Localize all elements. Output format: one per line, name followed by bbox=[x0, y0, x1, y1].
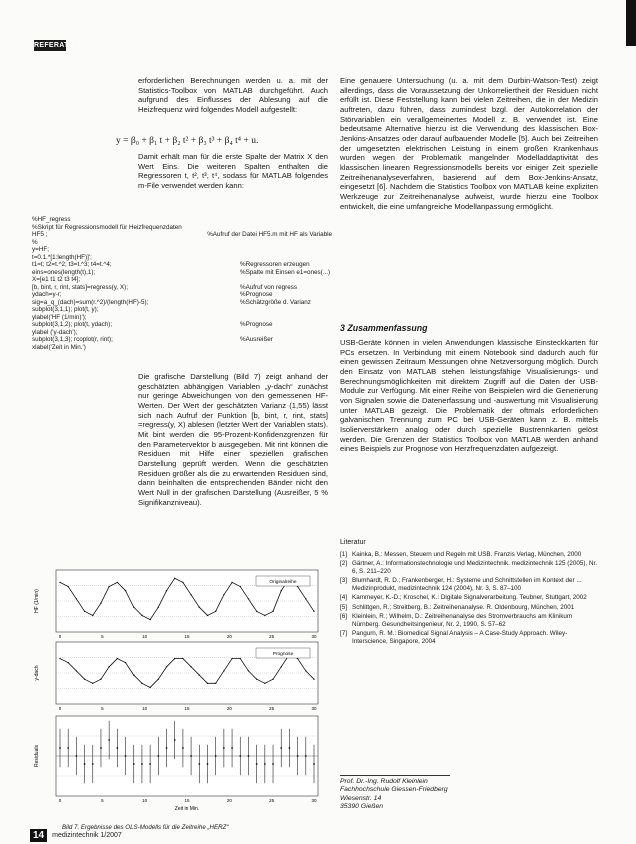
code-line bbox=[32, 261, 332, 269]
residual-point bbox=[313, 763, 315, 765]
x-tick-label: 30 bbox=[311, 798, 317, 803]
data-point bbox=[190, 666, 191, 667]
page-number: 14 bbox=[30, 829, 47, 842]
code-line bbox=[32, 254, 332, 262]
residual-point bbox=[116, 747, 118, 749]
code-line bbox=[32, 224, 332, 232]
data-point bbox=[223, 594, 224, 595]
x-tick-label: 30 bbox=[311, 706, 317, 711]
reference-number: [4] bbox=[340, 594, 348, 602]
code-text: sig=a_q_(dach)=sum(r.^2)/(length(HF)-5); bbox=[32, 298, 149, 306]
author-line: Fachhochschule Giessen-Friedberg bbox=[340, 786, 448, 794]
residual-point bbox=[190, 755, 192, 757]
code-line bbox=[32, 284, 332, 292]
code-comment: %Prognose bbox=[240, 321, 273, 328]
data-point bbox=[100, 679, 101, 680]
residual-point bbox=[239, 755, 241, 757]
data-point bbox=[67, 586, 68, 587]
data-point bbox=[166, 666, 167, 667]
data-point bbox=[67, 662, 68, 663]
data-point bbox=[281, 666, 282, 667]
residual-point bbox=[272, 763, 274, 765]
code-text: [b, bint, r, rint, stats]=regress(y, X); bbox=[32, 283, 128, 291]
reference-item bbox=[340, 604, 598, 612]
reference-number: [2] bbox=[340, 560, 348, 568]
reference-text: Kainka, B.: Messen, Steuern und Regeln mit USB. Franzis Verlag, München, 2000 bbox=[352, 551, 582, 558]
data-point bbox=[182, 582, 183, 583]
residual-point bbox=[149, 763, 151, 765]
data-point bbox=[305, 670, 306, 671]
data-point bbox=[264, 683, 265, 684]
code-text: t1=t; t2=t.^2; t3=t.^3; t4=t.^4; bbox=[32, 261, 112, 268]
data-point bbox=[231, 582, 232, 583]
code-comment: %Aufruf der Datei HF5.m mit HF als Variable bbox=[207, 231, 332, 238]
data-point bbox=[158, 607, 159, 608]
figure-caption: Bild 7. Ergebnisse des OLS-Modells für die Zeitreihe „HERZ“ bbox=[62, 824, 229, 831]
code-text: eins=ones(length(t),1); bbox=[32, 268, 96, 276]
references-title: Literatur bbox=[340, 539, 366, 546]
matlab-code-listing bbox=[32, 216, 332, 351]
residual-point bbox=[289, 747, 291, 749]
residual-point bbox=[256, 763, 258, 765]
x-tick-label: 0 bbox=[58, 706, 62, 711]
residual-point bbox=[108, 739, 110, 741]
data-point bbox=[133, 607, 134, 608]
reference-number: [5] bbox=[340, 603, 348, 611]
code-line bbox=[32, 299, 332, 307]
data-point bbox=[240, 658, 241, 659]
journal-name: medizintechnik 1/2007 bbox=[52, 832, 122, 839]
code-line bbox=[32, 336, 332, 344]
residual-point bbox=[248, 755, 250, 757]
data-point bbox=[117, 658, 118, 659]
data-point bbox=[125, 662, 126, 663]
code-comment: %Prognose bbox=[240, 291, 273, 298]
code-line bbox=[32, 269, 332, 277]
data-point bbox=[240, 586, 241, 587]
code-text: subplot(3,1,2); plot(t, ydach); bbox=[32, 321, 113, 328]
data-point bbox=[248, 598, 249, 599]
x-tick-label: 25 bbox=[269, 798, 275, 803]
reference-text: Blumhardt, R. D.; Frankenberger, H.: Systeme und Schnittstellen im Kontext der ... Medizinprodukt, medizintechnik 124 (2004), Nr. 3, S. 87–100 bbox=[352, 577, 582, 593]
residual-point bbox=[198, 763, 200, 765]
axis-label: HF (1/min) bbox=[34, 589, 40, 613]
x-tick-label: 10 bbox=[142, 634, 148, 639]
data-point bbox=[108, 586, 109, 587]
reference-text: Kleinlein, R.; Wilhelm, D.: Zeitreihenanalyse des Stromverbrauchs am Klinikum Nürnberg. Gesundheitsingenieur, Nr. 2, 1990, S. 57–62 bbox=[352, 613, 573, 628]
code-comment: %Schätzgröße d. Varianz bbox=[240, 298, 311, 306]
code-line bbox=[32, 231, 332, 239]
code-line bbox=[32, 344, 332, 352]
data-point bbox=[76, 598, 77, 599]
x-tick-label: 15 bbox=[184, 634, 190, 639]
residual-point bbox=[92, 763, 94, 765]
residual-point bbox=[133, 763, 135, 765]
x-tick-label: 25 bbox=[269, 634, 275, 639]
x-tick-label: 15 bbox=[184, 706, 190, 711]
axis-label: y-dach bbox=[34, 665, 40, 681]
residual-point bbox=[84, 763, 86, 765]
x-tick-label: 10 bbox=[142, 798, 148, 803]
legend-label: Prognose bbox=[272, 652, 294, 657]
code-line bbox=[32, 291, 332, 299]
residual-point bbox=[75, 755, 77, 757]
section-heading: 3 Zusammenfassung bbox=[340, 323, 428, 333]
data-point bbox=[215, 611, 216, 612]
data-point bbox=[256, 679, 257, 680]
data-point bbox=[84, 679, 85, 680]
reference-number: [3] bbox=[340, 577, 348, 585]
right-intro-paragraph: Eine genauere Untersuchung (u. a. mit dem Durbin-Watson-Test) zeigt allerdings, dass die Voraussetzung der Unkorreliertheit der Residuen nicht erfüllt ist. Diese Feststellung kann bei vielen Zeitreihen, die in der Medizin auftreten, dazu führen, dass zumindest bzgl. der Autokorrelation der Störvariablen ein verallgemeinertes Modell z. B. verwendet ist. Eine bedeutsame Alternative hierzu ist die Verwendung des klassischen Box-Jenkins-Ansatzes oder darauf aufbauender Modelle [5]. Auch bei Zeitreihen der umgesetzten elektrischen Leistung in einem großen Krankenhaus wurden wegen der Problematik mangelnder Modelladdaptivität des klassischen linearen Regressionsmodells bereits vor einiger Zeit spezielle Zeitreihenanalyseverfahren, basierend auf dem Box-Jenkins-Ansatz, eingesetzt [6]. Nachdem die Statistics Toolbox von MATLAB keine expliziten Werkzeuge zur Zeitreihenanalyse aufweist, wurde hierzu eine Toolbox entwickelt, die eine umfangreiche Modellanpassung ermöglicht. bbox=[340, 76, 598, 211]
reference-item bbox=[340, 594, 598, 602]
code-comment: %Ausreißer bbox=[240, 336, 273, 343]
data-point bbox=[92, 683, 93, 684]
section-label: REFERATE bbox=[34, 42, 74, 49]
reference-number: [1] bbox=[340, 551, 348, 558]
code-comment: %Regressoren erzeugen bbox=[240, 261, 310, 268]
regression-formula: y = β₀ + β₁ t + β₂ t² + β₃ t³ + β₄ t⁴ + u. bbox=[116, 136, 259, 146]
data-point bbox=[59, 582, 60, 583]
residual-point bbox=[215, 755, 217, 757]
reference-item bbox=[340, 560, 598, 576]
data-point bbox=[166, 590, 167, 591]
data-point bbox=[305, 598, 306, 599]
intro-paragraph: erforderlichen Berechnungen werden u. a. mit der Statistics-Toolbox von MATLAB durchgeführt. Auch aufgrund des Einflusses der Ablesung auf die Heizfrequenz wird folgendes Modell aufgestellt: bbox=[138, 76, 328, 114]
code-text: % bbox=[32, 238, 38, 246]
data-point bbox=[281, 590, 282, 591]
reference-text: Kammeyer, K.-D.; Kroschel, K.: Digitale Signalverarbeitung. Teubner, Stuttgart, 2002 bbox=[352, 594, 587, 602]
references-list bbox=[340, 551, 598, 647]
residual-point bbox=[100, 747, 102, 749]
data-point bbox=[149, 687, 150, 688]
discussion-paragraph: Die grafische Darstellung (Bild 7) zeigt anhand der geschätzten abhängigen Variablen „y-dach“ zunächst nur geringe Abweichungen von den gemessenen HF-Werten. Der Wert der geschätzten Varianz (1,55) lässt sich nach Aufruf der Funktion [b, bint, r, rint, stats] =regress(y, X) ablesen (letzter Wert der Variablen stats). Mit bint werden die 95-Prozent-Konfidenzgrenzen für den Parametervektor b ausgegeben. Mit rint können die Residuen mit Hilfe einer speziellen grafischen Darstellung geprüft werden. Wenn die geschätzten Residuen größer als die zu erwartenden Residuen sind, dann beinhalten die entsprechenden Bänder nicht den Wert Null in der grafischen Darstellung (Ausreißer, 5 % Signifikanzniveau). bbox=[138, 372, 328, 507]
reference-item bbox=[340, 551, 598, 559]
code-text: y=HF; bbox=[32, 246, 49, 253]
data-point bbox=[174, 658, 175, 659]
code-text: t=0.1.*[1:length(HF)]'; bbox=[32, 253, 92, 261]
reference-number: [6] bbox=[340, 613, 348, 621]
legend-label: Originalreihe bbox=[269, 580, 297, 585]
summary-paragraph: USB-Geräte können in vielen Anwendungen klassische Einsteckkarten für PCs ersetzen. In Verbindung mit einem Notebook sind dadurch auch für einen gewissen Zeitraum Messungen ohne Netzversorgung möglich. Durch den Einsatz von MATLAB stehen leistungsfähige Visualisierungs- und Berechnungsmöglichkeiten mit direktem Zugriff auf die Daten der USB-Module zur Verfügung. Mit einer Reihe von Beispielen wird die Generierung von Signalen sowie die Datenerfassung und -auswertung mit Visualisierung unter MATLAB gezeigt. Die Problematik der oftmals erforderlichen galvanischen Trennung zum PC bei USB-Geräten kann z. B. mittels Isolierverstärkern analog oder durch spezielle Bustrennkarten gelöst werden. Die Grenzen der Statistics Toolbox von MATLAB werden anhand eines Beispiels zur Prognose von Herzfrequenzdaten aufgezeigt. bbox=[340, 338, 598, 454]
residual-point bbox=[157, 755, 159, 757]
data-point bbox=[207, 615, 208, 616]
residual-point bbox=[207, 763, 209, 765]
reference-text: Schlittgen, R.; Streitberg, B.: Zeitreihenanalyse. R. Oldenbourg, München, 2001 bbox=[352, 603, 575, 611]
x-axis-label: Zeit in Min. bbox=[174, 806, 200, 812]
author-address bbox=[340, 775, 450, 811]
formula-explanation: Damit erhält man für die erste Spalte der Matrix X den Wert Eins. Die weiteren Spalten enthalten die Regressoren t, t², t³, t⁴, sodass für MATLAB folgendes m-File verwendet werden kann: bbox=[138, 152, 328, 190]
data-point bbox=[256, 611, 257, 612]
x-tick-label: 0 bbox=[58, 634, 62, 639]
author-line: Prof. Dr.-Ing. Rudolf Kleinlein bbox=[340, 778, 428, 785]
residual-point bbox=[231, 747, 233, 749]
data-point bbox=[59, 658, 60, 659]
code-comment: %Spalte mit Einsen e1=ones(...) bbox=[240, 268, 331, 276]
residual-point bbox=[174, 739, 176, 741]
x-tick-label: 20 bbox=[226, 706, 232, 711]
reference-item bbox=[340, 613, 598, 629]
x-tick-label: 30 bbox=[311, 634, 317, 639]
code-text: xlabel('Zeit in Min.') bbox=[32, 343, 86, 351]
code-line bbox=[32, 246, 332, 254]
data-point bbox=[272, 679, 273, 680]
code-text: subplot(3,1,3); rcoplot(r, rint); bbox=[32, 336, 113, 343]
reference-number: [7] bbox=[340, 630, 348, 638]
data-point bbox=[182, 658, 183, 659]
data-point bbox=[231, 658, 232, 659]
residual-point bbox=[264, 763, 266, 765]
x-tick-label: 10 bbox=[142, 706, 148, 711]
x-tick-label: 20 bbox=[226, 798, 232, 803]
data-point bbox=[141, 615, 142, 616]
code-text: ydach=y-r; bbox=[32, 291, 62, 298]
page-tab-marker bbox=[626, 0, 636, 46]
code-text: subplot(3,1,1); plot(t, y); bbox=[32, 306, 99, 313]
data-point bbox=[133, 674, 134, 675]
data-point bbox=[149, 619, 150, 620]
x-tick-label: 15 bbox=[184, 798, 190, 803]
code-text: %Skript für Regressionsmodell für Heizfrequenzdaten bbox=[32, 223, 182, 231]
data-point bbox=[199, 607, 200, 608]
axis-label: Residuals bbox=[34, 745, 40, 767]
code-line bbox=[32, 321, 332, 329]
data-point bbox=[125, 590, 126, 591]
residual-point bbox=[125, 755, 127, 757]
page-footer bbox=[30, 829, 122, 842]
residual-point bbox=[305, 755, 307, 757]
data-point bbox=[108, 666, 109, 667]
data-point bbox=[215, 683, 216, 684]
data-point bbox=[313, 611, 314, 612]
x-tick-label: 5 bbox=[101, 706, 104, 711]
reference-text: Pangurn, R. M.: Biomedical Signal Analysis – A Case-Study Approach. Wiley-Interscience, Singapore, 2004 bbox=[352, 630, 568, 645]
x-tick-label: 5 bbox=[101, 634, 104, 639]
x-tick-label: 25 bbox=[269, 706, 275, 711]
data-point bbox=[174, 578, 175, 579]
code-text: ylabel ('y-dach'); bbox=[32, 328, 78, 336]
data-point bbox=[248, 670, 249, 671]
data-point bbox=[158, 679, 159, 680]
code-text: %HF_regress bbox=[32, 216, 71, 223]
code-text: HF5 ; bbox=[32, 231, 48, 238]
residual-point bbox=[166, 747, 168, 749]
data-point bbox=[313, 679, 314, 680]
author-line: 35390 Gießen bbox=[340, 802, 384, 810]
residual-point bbox=[280, 747, 282, 749]
residual-point bbox=[182, 747, 184, 749]
data-point bbox=[207, 683, 208, 684]
code-text: ylabel('HF (1/min)'); bbox=[32, 313, 87, 321]
data-point bbox=[272, 611, 273, 612]
reference-text: Gärtner, A.: Informationstechnologie und Medizintechnik. medizintechnik 125 (2005), Nr. 6, S. 211–220 bbox=[352, 560, 598, 576]
data-point bbox=[100, 602, 101, 603]
data-point bbox=[190, 594, 191, 595]
data-point bbox=[264, 615, 265, 616]
data-point bbox=[141, 683, 142, 684]
code-line bbox=[32, 306, 332, 314]
residual-point bbox=[141, 763, 143, 765]
data-point bbox=[117, 582, 118, 583]
residual-point bbox=[67, 747, 69, 749]
author-line: Wiesenstr. 14 bbox=[340, 794, 382, 802]
code-line bbox=[32, 329, 332, 337]
code-text: X=[e1 t1 t2 t3 t4]; bbox=[32, 276, 81, 283]
residual-point bbox=[59, 747, 61, 749]
code-line bbox=[32, 276, 332, 284]
data-point bbox=[76, 670, 77, 671]
code-comment: %Aufruf von regress bbox=[240, 283, 298, 291]
reference-item bbox=[340, 630, 598, 646]
x-tick-label: 0 bbox=[58, 798, 62, 803]
residual-point bbox=[297, 755, 299, 757]
residual-point bbox=[223, 747, 225, 749]
code-line bbox=[32, 314, 332, 322]
code-line bbox=[32, 239, 332, 247]
reference-item bbox=[340, 577, 598, 593]
figure-7-chart bbox=[30, 564, 326, 826]
code-line bbox=[32, 216, 332, 224]
x-tick-label: 20 bbox=[226, 634, 232, 639]
data-point bbox=[223, 670, 224, 671]
x-tick-label: 5 bbox=[101, 798, 104, 803]
data-point bbox=[199, 674, 200, 675]
data-point bbox=[84, 611, 85, 612]
data-point bbox=[92, 615, 93, 616]
